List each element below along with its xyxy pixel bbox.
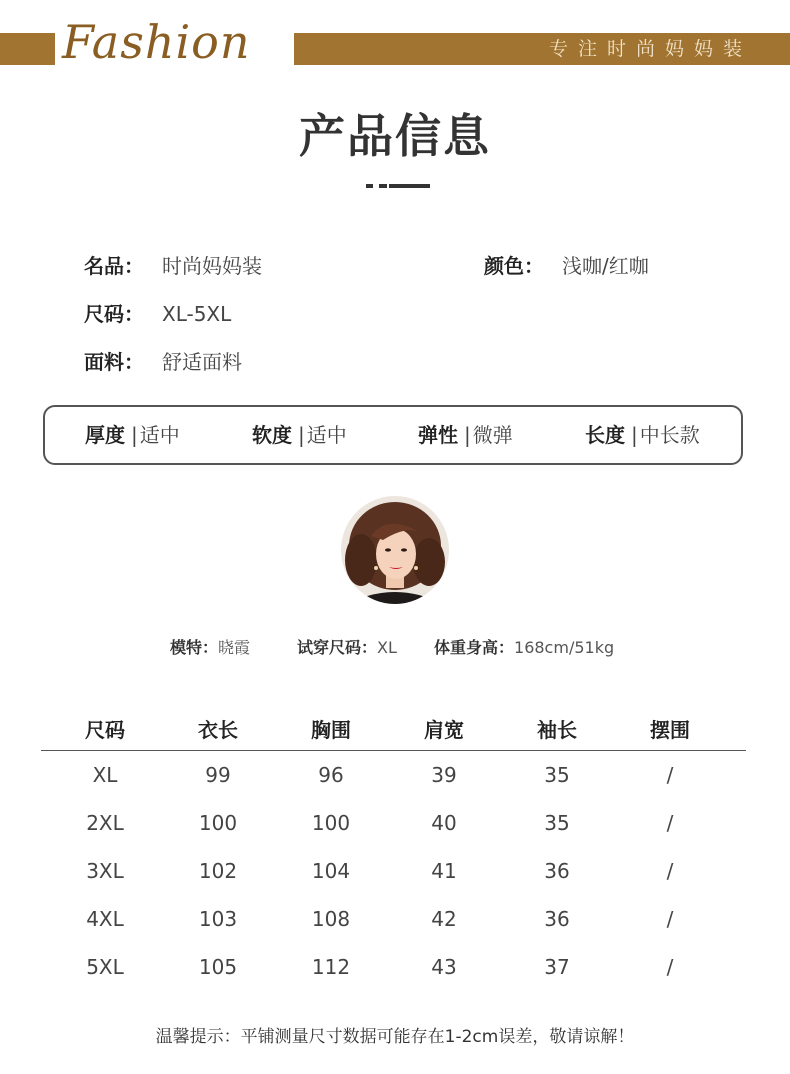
table-cell: 108 [311,907,351,931]
table-cell: 100 [311,811,351,835]
model-label: 试穿尺码： [297,638,378,657]
attr-separator: | [131,423,138,447]
banner-bar-left [0,33,55,65]
info-size [84,300,231,328]
info-label: 名品： [84,254,144,278]
info-fabric [84,348,242,376]
model-label: 模特： [170,638,219,657]
table-row [41,943,746,991]
model-name [170,636,250,660]
size-table [41,712,746,991]
table-cell: 39 [431,763,457,787]
footer-note: 温馨提示：平铺测量尺寸数据可能存在1-2cm误差，敬请谅解！ [155,1027,635,1047]
table-row [41,751,746,799]
table-cell: 4XL [86,907,124,931]
model-body [434,636,614,660]
table-cell: / [666,763,674,787]
table-cell: 2XL [86,811,124,835]
attr-label: 长度 [585,423,625,447]
attr-label: 弹性 [418,423,458,447]
attr-separator: | [298,423,305,447]
table-row [41,847,746,895]
title-divider [379,184,387,188]
attr-softness [252,421,347,449]
attr-label: 厚度 [85,423,125,447]
table-row [41,799,746,847]
table-cell: 104 [311,859,351,883]
banner-slogan: 专注时尚妈妈装 [548,38,752,60]
table-cell: 42 [431,907,457,931]
table-cell: 100 [198,811,238,835]
table-cell: 99 [205,763,231,787]
attr-length [585,421,700,449]
table-cell: 112 [311,955,351,979]
table-cell: 41 [431,859,457,883]
model-label: 体重身高： [434,638,515,657]
table-header-cell: 袖长 [537,718,577,742]
attr-value: 适中 [306,423,347,447]
title-divider [366,184,373,188]
attr-value: 微弹 [472,423,513,447]
table-cell: 35 [544,811,570,835]
attr-value: 中长款 [639,423,700,447]
table-header-row [41,712,746,751]
table-header-cell: 摆围 [650,718,690,742]
table-cell: / [666,811,674,835]
model-value: 晓霞 [218,638,251,657]
table-cell: XL [92,763,118,787]
attr-thickness [85,421,180,449]
attr-separator: | [464,423,471,447]
table-cell: 36 [544,859,570,883]
info-value: 浅咖/红咖 [562,254,649,278]
table-cell: 3XL [86,859,124,883]
attr-value: 适中 [139,423,180,447]
table-header-cell: 衣长 [198,718,238,742]
table-cell: 105 [198,955,238,979]
info-value: XL-5XL [162,302,232,326]
info-label: 尺码： [84,302,144,326]
info-value: 时尚妈妈装 [162,254,262,278]
model-try-size [297,636,397,660]
table-cell: 40 [431,811,457,835]
model-avatar [341,496,449,604]
table-header-cell: 胸围 [311,718,351,742]
table-cell: / [666,955,674,979]
model-value: XL [377,638,397,657]
table-row [41,895,746,943]
attr-elasticity [418,421,513,449]
table-cell: 102 [198,859,238,883]
table-cell: 96 [318,763,344,787]
page-title: 产品信息 [299,109,491,163]
table-cell: 103 [198,907,238,931]
table-cell: 5XL [86,955,124,979]
fashion-logo: Fashion [62,15,251,69]
table-cell: 37 [544,955,570,979]
attr-label: 软度 [252,423,292,447]
table-cell: 35 [544,763,570,787]
info-value: 舒适面料 [162,350,242,374]
table-cell: 43 [431,955,457,979]
info-color [484,252,649,280]
model-value: 168cm/51kg [514,638,615,657]
table-cell: / [666,907,674,931]
table-header-cell: 尺码 [85,718,125,742]
attribute-box [43,405,743,465]
attr-separator: | [631,423,638,447]
info-label: 面料： [84,350,144,374]
info-product-name [84,252,262,280]
info-label: 颜色： [484,254,544,278]
table-cell: 36 [544,907,570,931]
title-divider [389,184,430,188]
table-header-cell: 肩宽 [424,718,464,742]
table-cell: / [666,859,674,883]
